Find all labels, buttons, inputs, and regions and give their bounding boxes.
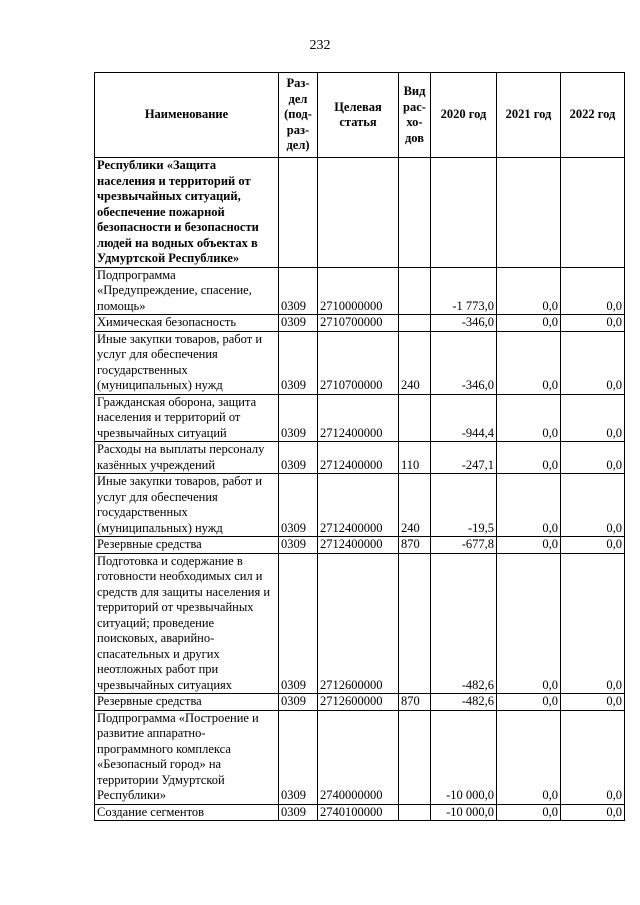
table-row	[95, 267, 625, 315]
cell-2020: -1 773,0	[431, 267, 497, 315]
table-row	[95, 553, 625, 694]
cell-target: 2712400000	[318, 474, 399, 537]
cell-target: 2740100000	[318, 804, 399, 821]
cell-section: 0309	[279, 315, 318, 332]
table-row	[95, 694, 625, 711]
cell-expense	[399, 710, 431, 804]
cell-2022: 0,0	[561, 804, 625, 821]
cell-2022: 0,0	[561, 694, 625, 711]
cell-expense	[399, 804, 431, 821]
table-row	[95, 394, 625, 442]
cell-2022: 0,0	[561, 331, 625, 394]
cell-name: Создание сегментов	[95, 804, 279, 821]
cell-target: 2740000000	[318, 710, 399, 804]
cell-section: 0309	[279, 267, 318, 315]
cell-expense	[399, 315, 431, 332]
table-row	[95, 315, 625, 332]
cell-expense	[399, 158, 431, 268]
cell-name: Иные закупки товаров, работ и услуг для обеспечения государственных (муниципальных) нужд	[95, 331, 279, 394]
cell-target: 2710000000	[318, 267, 399, 315]
table-row	[95, 474, 625, 537]
cell-2020: -346,0	[431, 315, 497, 332]
header-name: Наименование	[95, 73, 279, 158]
cell-target: 2712600000	[318, 553, 399, 694]
table-row	[95, 804, 625, 821]
cell-2020: -944,4	[431, 394, 497, 442]
table-row	[95, 710, 625, 804]
cell-2020: -346,0	[431, 331, 497, 394]
cell-2021: 0,0	[497, 553, 561, 694]
cell-name: Республики «Защита населения и территорий от чрезвычайных ситуаций, обеспечение пожарной безопасности и безопасности людей на водных объектах в Удмуртской Республике»	[95, 158, 279, 268]
cell-2022: 0,0	[561, 474, 625, 537]
cell-2022: 0,0	[561, 394, 625, 442]
cell-target: 2710700000	[318, 315, 399, 332]
cell-target: 2712400000	[318, 394, 399, 442]
cell-section: 0309	[279, 442, 318, 474]
header-2020: 2020 год	[431, 73, 497, 158]
cell-target	[318, 158, 399, 268]
cell-2021: 0,0	[497, 267, 561, 315]
cell-2022: 0,0	[561, 267, 625, 315]
cell-section: 0309	[279, 710, 318, 804]
cell-2022: 0,0	[561, 553, 625, 694]
cell-expense: 870	[399, 537, 431, 554]
cell-name: Иные закупки товаров, работ и услуг для обеспечения государственных (муниципальных) нужд	[95, 474, 279, 537]
cell-2021	[497, 158, 561, 268]
cell-section: 0309	[279, 331, 318, 394]
cell-2021: 0,0	[497, 315, 561, 332]
cell-name: Гражданская оборона, защита населения и территорий от чрезвычайных ситуаций	[95, 394, 279, 442]
cell-2022: 0,0	[561, 710, 625, 804]
table-header-row	[95, 73, 625, 158]
cell-2020: -482,6	[431, 694, 497, 711]
cell-name: Подпрограмма «Построение и развитие аппаратно-программного комплекса «Безопасный город» на территории Удмуртской Республики»	[95, 710, 279, 804]
cell-section: 0309	[279, 537, 318, 554]
cell-target: 2712600000	[318, 694, 399, 711]
cell-2020	[431, 158, 497, 268]
cell-section: 0309	[279, 804, 318, 821]
cell-target: 2712400000	[318, 442, 399, 474]
cell-2021: 0,0	[497, 331, 561, 394]
cell-2022: 0,0	[561, 315, 625, 332]
cell-expense: 240	[399, 474, 431, 537]
cell-2020: -10 000,0	[431, 710, 497, 804]
header-target: Целевая статья	[318, 73, 399, 158]
cell-name: Подготовка и содержание в готовности необходимых сил и средств для защиты населения и территорий от чрезвычайных ситуаций; проведение поисковых, аварийно-спасательных и других неотложных работ при чрезвычайных ситуациях	[95, 553, 279, 694]
cell-2022: 0,0	[561, 537, 625, 554]
cell-2021: 0,0	[497, 694, 561, 711]
cell-target: 2710700000	[318, 331, 399, 394]
header-2021: 2021 год	[497, 73, 561, 158]
header-2022: 2022 год	[561, 73, 625, 158]
cell-section: 0309	[279, 474, 318, 537]
cell-2021: 0,0	[497, 394, 561, 442]
cell-expense: 110	[399, 442, 431, 474]
cell-2021: 0,0	[497, 537, 561, 554]
cell-name: Резервные средства	[95, 694, 279, 711]
cell-2021: 0,0	[497, 710, 561, 804]
cell-2022: 0,0	[561, 442, 625, 474]
cell-2020: -247,1	[431, 442, 497, 474]
cell-name: Подпрограмма «Предупреждение, спасение, помощь»	[95, 267, 279, 315]
cell-name: Расходы на выплаты персоналу казённых учреждений	[95, 442, 279, 474]
cell-2020: -482,6	[431, 553, 497, 694]
table-row	[95, 331, 625, 394]
table-row	[95, 442, 625, 474]
cell-2020: -19,5	[431, 474, 497, 537]
cell-expense: 870	[399, 694, 431, 711]
table-row	[95, 158, 625, 268]
cell-expense	[399, 267, 431, 315]
cell-section: 0309	[279, 694, 318, 711]
cell-section: 0309	[279, 553, 318, 694]
header-section: Раз- дел (под- раз- дел)	[279, 73, 318, 158]
header-expense: Вид рас- хо- дов	[399, 73, 431, 158]
cell-expense	[399, 553, 431, 694]
table-row	[95, 537, 625, 554]
budget-table	[94, 72, 625, 821]
cell-2020: -677,8	[431, 537, 497, 554]
cell-name: Резервные средства	[95, 537, 279, 554]
cell-expense	[399, 394, 431, 442]
cell-2021: 0,0	[497, 442, 561, 474]
table-body	[95, 158, 625, 821]
cell-section: 0309	[279, 394, 318, 442]
cell-2021: 0,0	[497, 474, 561, 537]
cell-expense: 240	[399, 331, 431, 394]
cell-2022	[561, 158, 625, 268]
page-number: 232	[309, 38, 331, 53]
cell-section	[279, 158, 318, 268]
cell-target: 2712400000	[318, 537, 399, 554]
cell-2020: -10 000,0	[431, 804, 497, 821]
cell-2021: 0,0	[497, 804, 561, 821]
cell-name: Химическая безопасность	[95, 315, 279, 332]
